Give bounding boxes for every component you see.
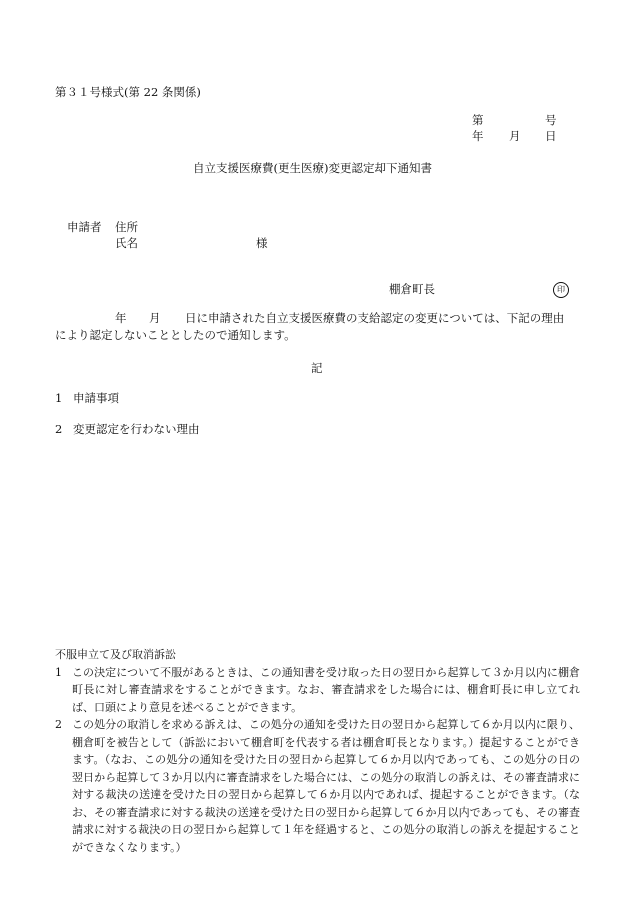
- appeal-heading: 不服申立て及び取消訴訟: [55, 648, 176, 661]
- seal-mark: 印: [553, 282, 569, 298]
- name-label: 氏名: [115, 236, 138, 250]
- body-line2: により認定しないこととしたので通知します。: [55, 328, 296, 342]
- doc-date-month: 月: [509, 129, 521, 143]
- body-line1: 日に申請された自立支援医療費の支給認定の変更については、下記の理由: [185, 311, 565, 325]
- item-2-number: 2: [55, 422, 63, 436]
- item-2-label: 変更認定を行わない理由: [73, 422, 200, 436]
- doc-date-day: 日: [545, 129, 557, 143]
- form-number: 第３１号様式(第 22 条関係): [55, 85, 201, 99]
- doc-number-dai: 第: [472, 113, 484, 127]
- appeal-item-1-number: 1: [55, 665, 62, 679]
- body-year: 年: [115, 311, 127, 325]
- appeal-item-2-number: 2: [55, 718, 62, 731]
- address-label: 住所: [115, 220, 138, 234]
- doc-date-year: 年: [472, 129, 484, 143]
- appeal-item-2: [55, 716, 580, 856]
- ki-heading: 記: [311, 361, 323, 375]
- document-title: 自立支援医療費(更生医療)変更認定却下通知書: [193, 161, 432, 175]
- appeal-item-2-text: この処分の取消しを求める訴えは、この処分の通知を受けた日の翌日から起算して６か月以内に限り、棚倉町を被告として（訴訟において棚倉町を代表する者は棚倉町長となります。）提起することができます。（なお、この処分の通知を受けた日の翌日から起算して６か月以内であっても、この処分の日の翌日から起算して３か月以内に審査請求をした場合には、この処分の取消しの訴えは、その審査請求に対する裁決の送達を受けた日の翌日から起算して６か月以内であれば、提起することができます。（なお、その審査請求に対する裁決の送達を受けた日の翌日から起算して６か月以内であっても、その審査請求に対する裁決の日の翌日から起算して１年を経過すると、この処分の取消しの訴えを提起することができなくなります。）: [72, 718, 580, 854]
- appeal-item-1-text: この決定について不服があるときは、この通知書を受け取った日の翌日から起算して３か月以内に棚倉町長に対し審査請求をすることができます。なお、審査請求をした場合には、棚倉町長に申し立てれば、口頭により意見を述べることができます。: [72, 665, 580, 714]
- body-month: 月: [149, 311, 161, 325]
- issuer-name: 棚倉町長: [389, 282, 435, 296]
- appeal-item-1: [55, 664, 580, 717]
- doc-number-go: 号: [545, 113, 557, 127]
- appeal-notice: [55, 646, 580, 856]
- item-1-label: 申請事項: [73, 391, 119, 405]
- honorific: 様: [256, 236, 268, 250]
- item-1-number: 1: [55, 391, 63, 405]
- applicant-label: 申請者: [67, 220, 102, 234]
